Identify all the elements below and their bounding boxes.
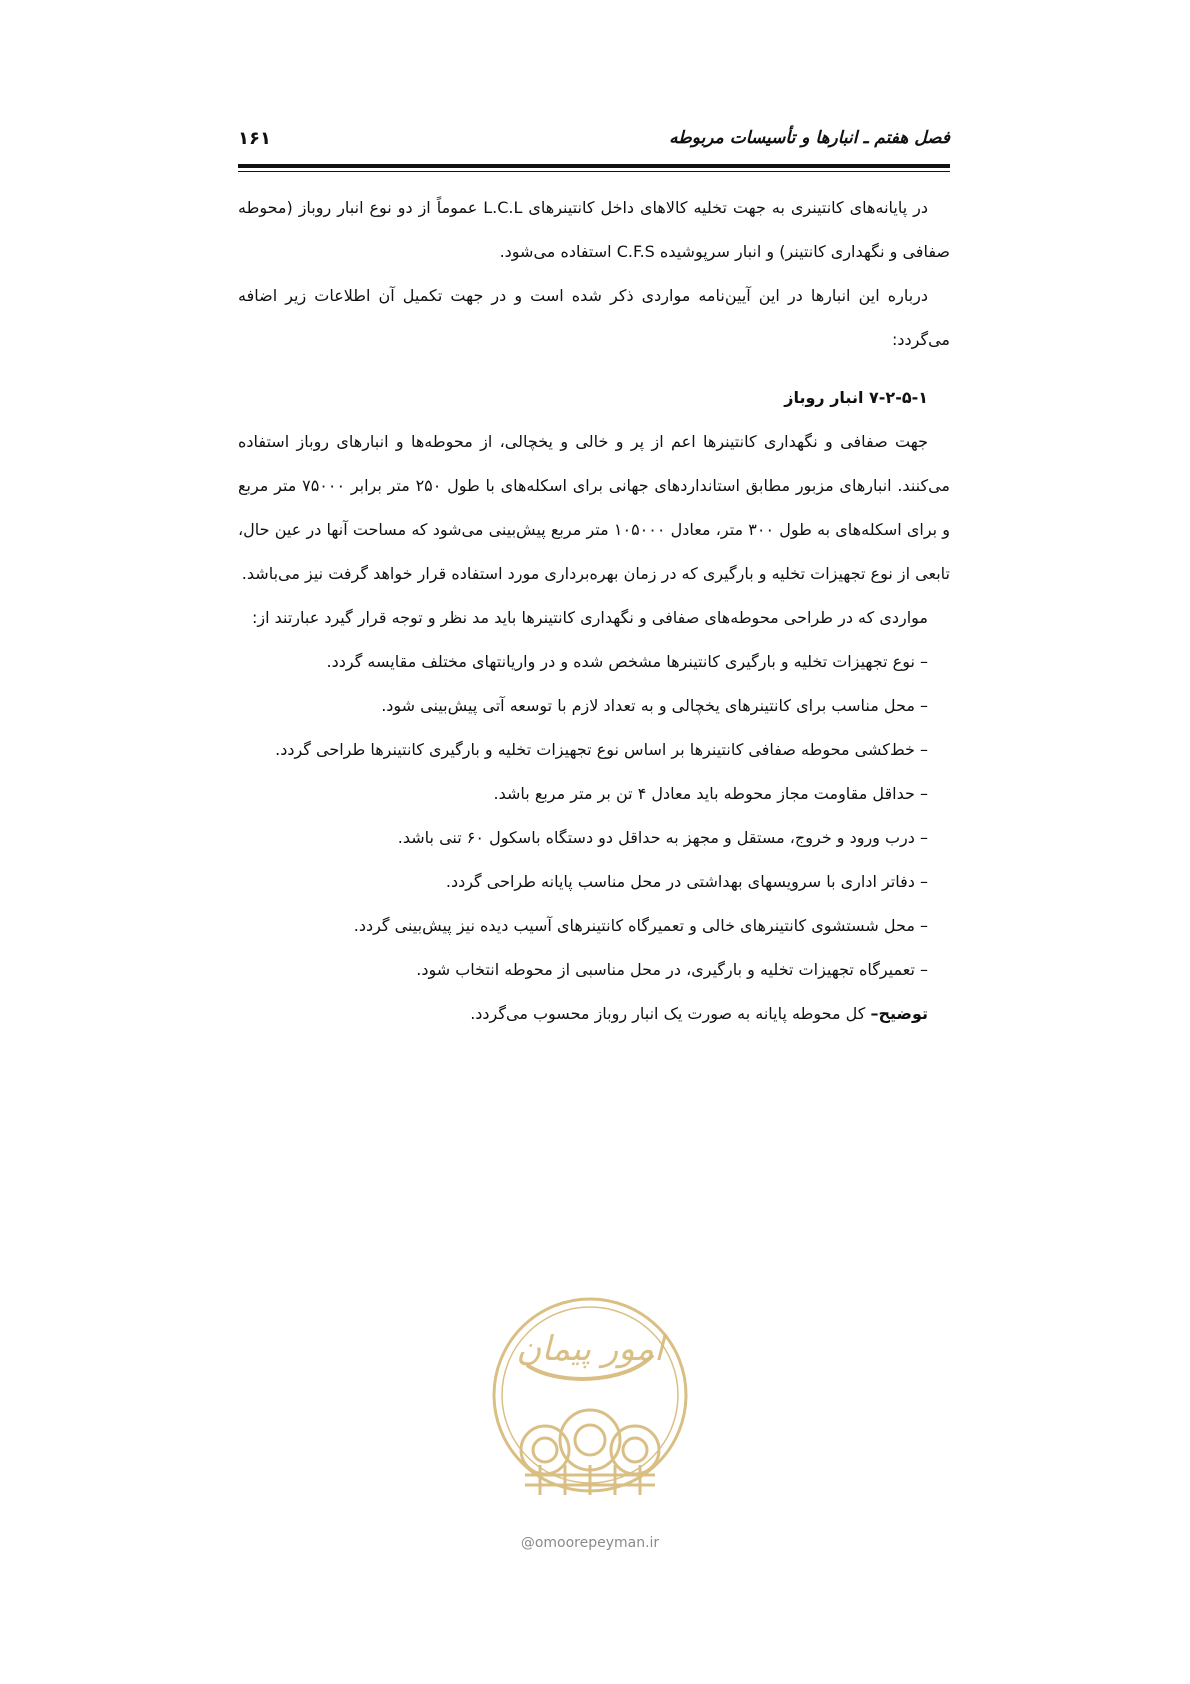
watermark-logo <box>485 1290 695 1520</box>
second-paragraph: درباره این انبارها در این آیین‌نامه مواردی ذکر شده است و در جهت تکمیل آن اطلاعات زیر اضافه می‌گردد: <box>238 286 950 349</box>
page-number: ۱۶۱ <box>238 128 271 149</box>
header-rule-thin <box>238 171 950 172</box>
considerations-list <box>238 640 950 992</box>
note <box>238 992 950 1036</box>
list-item: – نوع تجهیزات تخلیه و بارگیری کانتینرها مشخص شده و در واریانتهای مختلف مقایسه گردد. <box>326 652 928 671</box>
section-paragraph: جهت صفافی و نگهداری کانتینرها اعم از پر و خالی و یخچالی، از محوطه‌ها و انبارهای روباز استفاده می‌کنند. انبارهای مزبور مطابق استانداردهای جهانی برای اسکله‌های با طول ۲۵۰ متر برابر ۷۵۰۰۰ متر مربع و برای اسکله‌های به طول ۳۰۰ متر، معادل ۱۰۵۰۰۰ متر مربع پیش‌بینی می‌شود که مساحت آنها در عین حال، تابعی از نوع تجهیزات تخلیه و بارگیری که در زمان بهره‌برداری مورد استفاده قرار خواهد گرفت نیز می‌باشد. <box>238 432 951 583</box>
header-rule-thick <box>238 164 950 168</box>
page-content <box>238 186 950 1036</box>
page-header <box>238 128 950 156</box>
list-item: – محل مناسب برای کانتینرهای یخچالی و به تعداد لازم با توسعه آتی پیش‌بینی شود. <box>381 696 928 715</box>
list-item: – درب ورود و خروج، مستقل و مجهز به حداقل دو دستگاه باسکول ۶۰ تنی باشد. <box>397 828 928 847</box>
considerations-paragraph: مواردی که در طراحی محوطه‌های صفافی و نگهداری کانتینرها باید مد نظر و توجه قرار گیرد عبارتند از: <box>251 608 928 627</box>
list-item: – خط‌کشی محوطه صفافی کانتینرها بر اساس نوع تجهیزات تخلیه و بارگیری کانتینرها طراحی گردد. <box>275 740 928 759</box>
list-item: – حداقل مقاومت مجاز محوطه باید معادل ۴ تن بر متر مربع باشد. <box>493 784 928 803</box>
gear-icon <box>560 1410 620 1470</box>
intro-paragraph: در پایانه‌های کانتینری به جهت تخلیه کالاهای داخل کانتینرهای L.C.L عموماً از دو نوع انبار روباز (محوطه صفافی و نگهداری کانتینر) و انبار سرپوشیده C.F.S استفاده می‌شود. <box>238 198 950 261</box>
note-label: توضیح– <box>870 1004 928 1023</box>
list-item: – تعمیرگاه تجهیزات تخلیه و بارگیری، در محل مناسبی از محوطه انتخاب شود. <box>416 960 928 979</box>
list-item: – محل شستشوی کانتینرهای خالی و تعمیرگاه کانتینرهای آسیب دیده نیز پیش‌بینی گردد. <box>353 916 928 935</box>
note-text: کل محوطه پایانه به صورت یک انبار روباز محسوب می‌گردد. <box>470 1004 871 1023</box>
watermark-url: @omoorepeyman.ir <box>520 1535 660 1551</box>
list-item: – دفاتر اداری با سرویسهای بهداشتی در محل مناسب پایانه طراحی گردد. <box>445 872 928 891</box>
chapter-title: فصل هفتم ـ انبارها و تأسیسات مربوطه <box>669 128 950 148</box>
watermark-logo-text: امور پیمان <box>516 1329 664 1369</box>
section-heading: ۷-۲-۵-۱ انبار روباز <box>784 388 928 407</box>
